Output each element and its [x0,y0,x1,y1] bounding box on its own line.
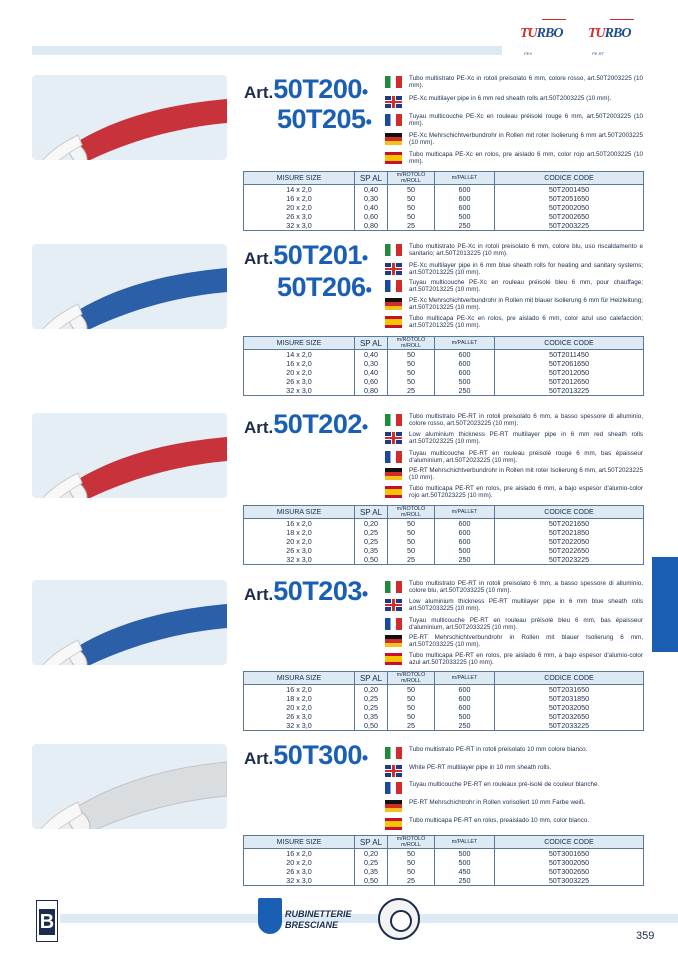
table-row: 14 x 2,0 0,40 50 600 50T2011450 [244,350,644,360]
article-code-50T205: 50T205• [277,104,372,134]
article-code-50T202: Art.50T202• [244,409,369,439]
company-logo: RUBINETTERIE BRESCIANE [258,898,370,940]
table-row: 20 x 2,0 0,25 50 600 50T2022050 [244,537,644,546]
header-band [32,46,502,55]
table-row: 26 x 3,0 0,35 50 500 50T2032650 [244,712,644,721]
germany-flag-icon [385,800,402,812]
shield-icon [258,898,282,934]
table-row: 20 x 2,0 0,40 50 600 50T2002050 [244,203,644,212]
table-row: 26 x 3,0 0,35 50 450 50T3002650 [244,867,644,876]
uk-flag-icon [385,432,402,444]
france-flag-icon [385,782,402,794]
certification-seal-icon [378,898,420,940]
uk-flag-icon [385,96,402,108]
description-block: Tubo multistrato PE-Xc in rotoli preisolato 6 mm, colore blu, uso riscaldamento e sanitario; art.50T2013225 (10 mm). PE-Xc multilayer pipe in 6 mm blue sheath rolls for heating and sanitary systems; art.50T2013225 (10 mm). Tuyau multicouche PE-Xc en rouleau préisolé bleu 6 mm, pour chauffage; art.50T2013225 (10 mm). PE-Xc Mehrschichtverbundrohr in Rollen mit blauer Isolierung 6 mm für Heizleitung; art.50T2013225 (10 mm). Tubo multicapa PE-Xc en rolos, pre aislado 6 mm, color azul uso calefacción; art.50T2013225 (10 mm). [385,243,643,333]
france-flag-icon [385,114,402,126]
article-code-50T206: 50T206• [277,272,372,302]
description-block: Tubo multistrato PE-RT in rotoli preisolato 6 mm, a basso spessore di alluminio, colore blu, art.50T2033225 (10 mm). Low aluminium thickness PE-RT multilayer pipe in 6 mm blue sheath rolls art.50T2033225 (10 mm). Tuyau multicouche PE-RT en rouleau préisolé bleu 6 mm, bas épaisseur d'aluminium, art.50T2033225 (10 mm). PE-RT Mehrschichtverbundrohr in Rollen mit blauer Isolierung 6 mm, art.50T2033225 (10 mm). Tubo multicapa PE-RT en rolos, pre aislado 6 mm, a bajo espesor d'alumio-color azul art.50T2033225 (10 mm). [385,580,643,669]
germany-flag-icon [385,133,402,145]
article-code-50T300: Art.50T300• [244,740,369,770]
table-row: 32 x 3,0 0,50 25 250 50T2023225 [244,555,644,565]
description-block: Tubo multistrato PE-RT in rotoli preisolato 6 mm, a basso spessore di alluminio, colore rosso, art.50T2023225 (10 mm). Low aluminium thickness PE-RT multilayer pipe in 6 mm red sheath rolls art.50T2023225 (10 mm). Tuyau multicouche PE-RT en rouleau préisolé rouge 6 mm, bas épaisseur d'aluminium, art.50T2023225 (10 mm). PE-RT Mehrschichtverbundrohr in Rollen mit roter Isolierung 6 mm, art.50T2023225 (10 mm). Tubo multicapa PE-RT en rolos, pre aislado 6 mm, a bajo espesor d'alumio-color rojo art.50T2023225 (10 mm). [385,413,643,502]
table-row: 26 x 3,0 0,35 50 500 50T2022650 [244,546,644,555]
product-image-red-pipe-pert [32,413,227,498]
table-row: 32 x 3,0 0,50 25 250 50T3003225 [244,876,644,886]
table-row: 26 x 3,0 0,60 50 500 50T2012650 [244,377,644,386]
france-flag-icon [385,618,402,630]
page-number: 359 [636,930,655,942]
uk-flag-icon [385,765,402,777]
table-row: 20 x 2,0 0,40 50 600 50T2012050 [244,368,644,377]
spec-table: MISURA SIZE SP AL m/ROTOLO m/ROLL m/PALLET CODICE CODE 16 x 2,0 0,20 50 600 50T2031650 18 x 2,0 0,25 50 600 50T2031850 20 x 2,0 0,25 50 600 50T2032050 26 x 3,0 0,35 50 500 50T2032650 32 x 3,0 0,50 25 250 50T2033225 [243,671,644,731]
table-row: 16 x 2,0 0,30 50 600 50T2051650 [244,194,644,203]
spain-flag-icon [385,818,402,830]
italy-flag-icon [385,414,402,426]
table-row: 32 x 3,0 0,50 25 250 50T2033225 [244,721,644,731]
france-flag-icon [385,451,402,463]
product-image-blue-pipe [32,244,227,329]
description-block: Tubo multistrato PE-Xc in rotoli preisolato 6 mm, colore rosso, art.50T2003225 (10 mm). PE-Xc multilayer pipe in 6 mm red sheath rolls art.50T2003225 (10 mm). Tuyau multicouche PE-Xc en rouleau préisolé rouge 6 mm, art.50T2003225 (10 mm). PE-Xc Mehrschichtverbundrohr in Rollen mit roter Isolierung 6 mm art.50T2003225 (10 mm). Tubo multicapa PE-Xc en rolos, pre aislado 6 mm, color rojo art.50T2003225 (10 mm). [385,75,643,169]
spec-table: MISURA SIZE SP AL m/ROTOLO m/ROLL m/PALLET CODICE CODE 16 x 2,0 0,20 50 600 50T2021650 18 x 2,0 0,25 50 600 50T2021850 20 x 2,0 0,25 50 600 50T2022050 26 x 3,0 0,35 50 500 50T2022650 32 x 3,0 0,50 25 250 50T2023225 [243,505,644,565]
spain-flag-icon [385,486,402,498]
table-row: 32 x 3,0 0,80 25 250 50T2013225 [244,386,644,396]
table-row: 20 x 2,0 0,25 50 500 50T3002050 [244,858,644,867]
product-image-white-pipe [32,744,227,829]
table-row: 32 x 3,0 0,80 25 250 50T2003225 [244,221,644,231]
germany-flag-icon [385,468,402,480]
spain-flag-icon [385,152,402,164]
group-logo: B [36,900,58,942]
table-row: 16 x 2,0 0,20 50 600 50T2021650 [244,519,644,529]
article-code-50T203: Art.50T203• [244,576,369,606]
turbo-pex-logo: TURBO PEX [520,16,580,56]
spec-table: MISURE SIZE SP AL m/ROTOLO m/ROLL m/PALLET CODICE CODE 16 x 2,0 0,20 50 500 50T3001650 20 x 2,0 0,25 50 500 50T3002050 26 x 3,0 0,35 50 450 50T3002650 32 x 3,0 0,50 25 250 50T3003225 [243,835,644,886]
article-code-50T201: Art.50T201• [244,240,369,270]
table-row: 16 x 2,0 0,30 50 600 50T2061650 [244,359,644,368]
table-row: 26 x 3,0 0,60 50 500 50T2002650 [244,212,644,221]
uk-flag-icon [385,599,402,611]
italy-flag-icon [385,581,402,593]
italy-flag-icon [385,244,402,256]
italy-flag-icon [385,747,402,759]
germany-flag-icon [385,635,402,647]
table-row: 18 x 2,0 0,25 50 600 50T2021850 [244,528,644,537]
table-row: 20 x 2,0 0,25 50 600 50T2032050 [244,703,644,712]
table-row: 16 x 2,0 0,20 50 600 50T2031650 [244,685,644,695]
italy-flag-icon [385,76,402,88]
article-code-50T200: Art.50T200• [244,74,369,104]
france-flag-icon [385,280,402,292]
product-image-blue-pipe-pert [32,580,227,665]
description-block: Tubo multistrato PE-RT in rotoli preisolato 10 mm colore bianco. White PE-RT multilayer pipe in 10 mm sheath rolls. Tuyau multicouche PE-RT en rouleaux pré-isolé de couleur blanche. PE-RT Mehrschichtrohr in Rollen vorisoliert 10 mm Farbe weiß. Tubo multicapa PE-RT en rolos, preaislado 10 mm, color blanco. [385,746,643,834]
product-image-red-pipe [32,75,227,160]
table-row: 16 x 2,0 0,20 50 500 50T3001650 [244,849,644,859]
table-row: 14 x 2,0 0,40 50 600 50T2001450 [244,185,644,195]
section-tab [652,557,678,652]
table-row: 18 x 2,0 0,25 50 600 50T2031850 [244,694,644,703]
spec-table: MISURE SIZE SP AL m/ROTOLO m/ROLL m/PALLET CODICE CODE 14 x 2,0 0,40 50 600 50T2001450 16 x 2,0 0,30 50 600 50T2051650 20 x 2,0 0,40 50 600 50T2002050 26 x 3,0 0,60 50 500 50T2002650 32 x 3,0 0,80 25 250 50T2003225 [243,171,644,231]
uk-flag-icon [385,263,402,275]
spain-flag-icon [385,316,402,328]
germany-flag-icon [385,298,402,310]
spain-flag-icon [385,653,402,665]
spec-table: MISURE SIZE SP AL m/ROTOLO m/ROLL m/PALLET CODICE CODE 14 x 2,0 0,40 50 600 50T2011450 16 x 2,0 0,30 50 600 50T2061650 20 x 2,0 0,40 50 600 50T2012050 26 x 3,0 0,60 50 500 50T2012650 32 x 3,0 0,80 25 250 50T2013225 [243,336,644,396]
turbo-pert-logo: TURBO PE-RT [588,16,648,56]
